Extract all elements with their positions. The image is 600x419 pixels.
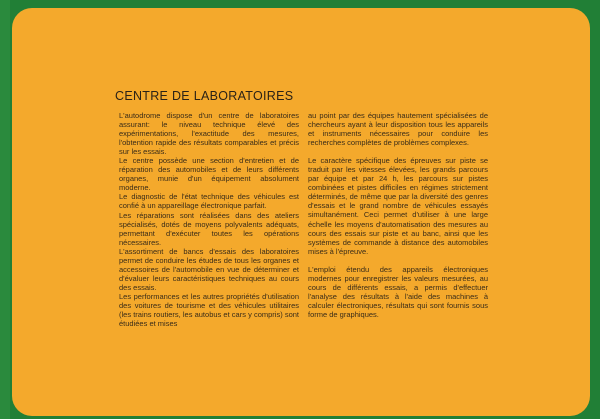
- paragraph: au point par des équipes hautement spécialisées de chercheurs ayant à leur disposition tous les appareils et instruments nécessaires pour conduire les recherches complètes de problèmes complexes.: [308, 111, 488, 148]
- left-edge-strip: [0, 0, 10, 419]
- brochure-page: [12, 8, 590, 416]
- right-text-column: [308, 111, 488, 319]
- left-text-column: [119, 111, 299, 328]
- paragraph: Les réparations sont réalisées dans des ateliers spécialisés, dotés de moyens polyvalents adéquats, permettant d'exécuter toutes les opérations nécessaires.: [119, 210, 299, 247]
- paragraph: L'assortiment de bancs d'essais des laboratoires permet de conduire les études de tous les organes et accessoires de l'automobile en vue de déterminer et d'évaluer leurs caractéristiques techniques au cours des essais.: [119, 246, 299, 292]
- paragraph: Le centre possède une section d'entretien et de réparation des automobiles et de leurs différents organes, munie d'un équipement absolument moderne.: [119, 156, 299, 193]
- page-title: CENTRE DE LABORATOIRES: [115, 89, 294, 103]
- paragraph: L'emploi étendu des appareils électroniques modernes pour enregistrer les valeurs mesurées, au cours de différents essais, a permis d'effectuer l'analyse des résultats à l'aide des machines à calculer électroniques, résultats qui sont fournis sous forme de graphiques.: [308, 264, 488, 319]
- paragraph: Le diagnostic de l'état technique des véhicules est confié à un appareillage électronique parfait.: [119, 192, 299, 211]
- paragraph: L'autodrome dispose d'un centre de laboratoires assurant: le niveau technique élevé des expérimentations, l'exactitude des mesures, l'obtention rapide des résultats comparables et précis sur les essais.: [119, 111, 299, 157]
- paragraph: Les performances et les autres propriétés d'utilisation des voitures de tourisme et des véhicules utilitaires (les trains routiers, les autobus et cars y compris) sont étudiées et mises: [119, 291, 299, 329]
- paragraph: Le caractère spécifique des épreuves sur piste se traduit par les vitesses élevées, les grands parcours par équipe et par 24 h, les parcours sur pistes combinées et pistes difficiles en régimes strictement déterminés, de même que par la diversité des genres d'essais et le grand nombre de véhicules essayés simultanément. Ceci permet d'utiliser à une large échelle les moyens d'automatisation des mesures au cours des essais sur piste et au banc, ainsi que les systèmes de commande à distance des automobiles mises à l'épreuve.: [308, 156, 488, 256]
